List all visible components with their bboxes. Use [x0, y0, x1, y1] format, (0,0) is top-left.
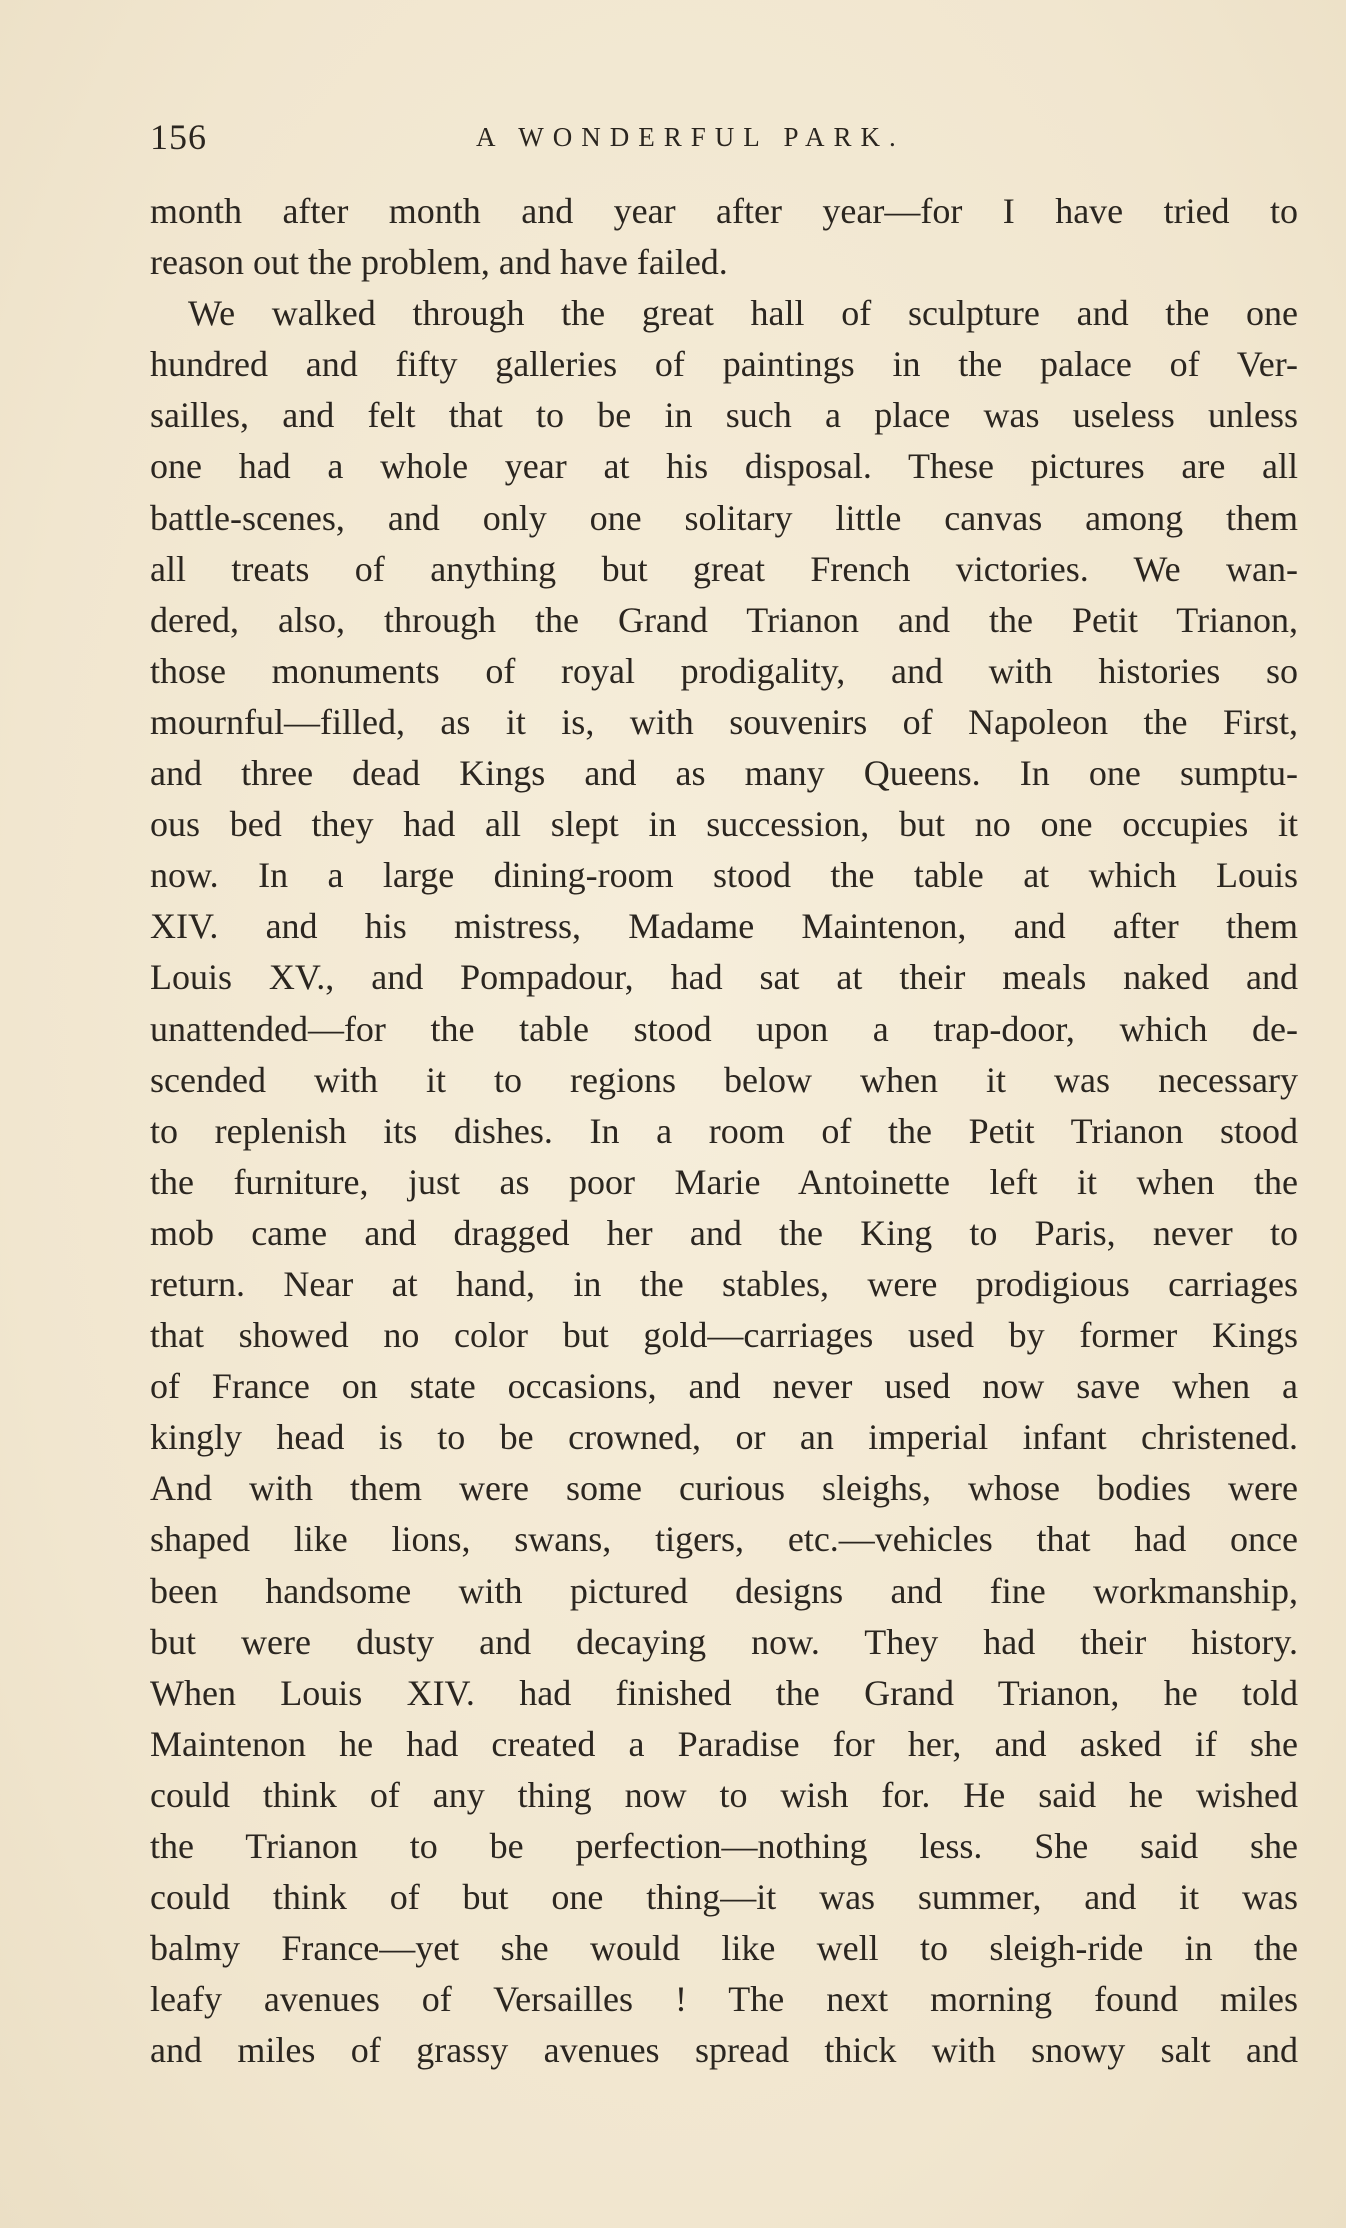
text-line: kingly head is to be crowned, or an imperial infant christened.	[150, 1417, 1298, 1458]
text-line: When Louis XIV. had finished the Grand Trianon, he told	[150, 1672, 1298, 1713]
text-line: and miles of grassy avenues spread thick with snowy salt and	[150, 2030, 1298, 2071]
text-line: unattended—for the table stood upon a trap-door, which de-	[150, 1008, 1298, 1049]
text-line: mob came and dragged her and the King to Paris, never to	[150, 1212, 1298, 1253]
text-line: leafy avenues of Versailles ! The next morning found miles	[150, 1979, 1298, 2020]
text-line: been handsome with pictured designs and fine workmanship,	[150, 1570, 1298, 1611]
text-line: scended with it to regions below when it was necessary	[150, 1059, 1298, 1100]
text-line: one had a whole year at his disposal. These pictures are all	[150, 446, 1298, 487]
text-line: to replenish its dishes. In a room of the Petit Trianon stood	[150, 1110, 1298, 1151]
text-line: could think of but one thing—it was summer, and it was	[150, 1877, 1298, 1918]
text-line: return. Near at hand, in the stables, were prodigious carriages	[150, 1263, 1298, 1304]
text-line: mournful—filled, as it is, with souvenirs of Napoleon the First,	[150, 701, 1298, 742]
text-line: balmy France—yet she would like well to sleigh-ride in the	[150, 1928, 1298, 1969]
text-line: hundred and fifty galleries of paintings in the palace of Ver-	[150, 344, 1298, 385]
text-line: XIV. and his mistress, Madame Maintenon, and after them	[150, 906, 1298, 947]
text-line: now. In a large dining-room stood the table at which Louis	[150, 855, 1298, 896]
text-line: could think of any thing now to wish for. He said he wished	[150, 1774, 1298, 1815]
body-text	[150, 186, 1298, 2076]
text-line: battle-scenes, and only one solitary little canvas among them	[150, 497, 1298, 538]
text-line: Maintenon he had created a Paradise for her, and asked if she	[150, 1723, 1298, 1764]
page-number: 156	[150, 117, 207, 157]
text-line: ous bed they had all slept in succession, but no one occupies it	[150, 804, 1298, 845]
text-line: that showed no color but gold—carriages used by former Kings	[150, 1315, 1298, 1356]
page-header	[150, 112, 1310, 162]
text-line: month after month and year after year—for I have tried to	[150, 191, 1298, 231]
text-line: sailles, and felt that to be in such a place was useless unless	[150, 395, 1298, 436]
text-line: those monuments of royal prodigality, and with histories so	[150, 650, 1298, 691]
text-line: dered, also, through the Grand Trianon and the Petit Trianon,	[150, 599, 1298, 640]
text-line: reason out the problem, and have failed.	[150, 242, 728, 283]
paragraph-first-line: We walked through the great hall of sculpture and the one	[188, 293, 1298, 334]
running-head: A WONDERFUL PARK.	[476, 122, 905, 152]
text-line: the Trianon to be perfection—nothing less. She said she	[150, 1826, 1298, 1866]
text-line: of France on state occasions, and never used now save when a	[150, 1366, 1298, 1407]
text-line: but were dusty and decaying now. They had their history.	[150, 1621, 1298, 1662]
text-line: all treats of anything but great French victories. We wan-	[150, 548, 1298, 589]
text-line: the furniture, just as poor Marie Antoinette left it when the	[150, 1161, 1298, 1202]
text-line: Louis XV., and Pompadour, had sat at their meals naked and	[150, 957, 1298, 998]
text-line: And with them were some curious sleighs, whose bodies were	[150, 1468, 1298, 1509]
text-line: shaped like lions, swans, tigers, etc.—vehicles that had once	[150, 1519, 1298, 1560]
text-line: and three dead Kings and as many Queens. In one sumptu-	[150, 753, 1298, 794]
